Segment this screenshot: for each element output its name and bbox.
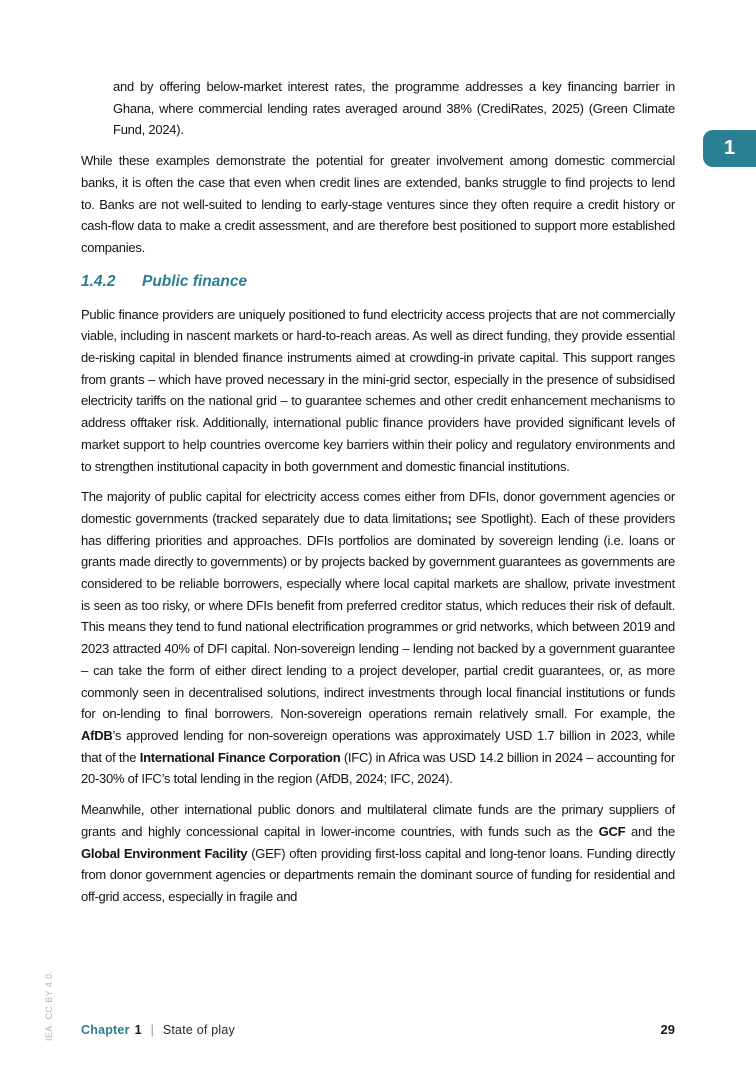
paragraph-public-finance: Public finance providers are uniquely positioned to fund electricity access projects that are not commercially viable, including in nascent markets or hard-to-reach areas. As well as direct funding, they provide essential de-risking capital in blended finance instruments aimed at crowding-in private capital. This support ranges from grants – which have proved necessary in the mini-grid sector, especially in the presence of subsidised electricity tariffs on the national grid – to guarantee schemes and other credit enhancement mechanisms to address offtaker risk. Additionally, international public finance providers have provided significant levels of market support to help countries overcome key barriers within their policy and regulatory environments and to strengthen institutional capacity in both government and domestic financial institutions. xyxy=(81,306,675,474)
chapter-tab-number: 1 xyxy=(723,137,736,159)
footer-section-name: State of play xyxy=(162,1023,235,1037)
paragraph-donors: Meanwhile, other international public donors and multilateral climate funds are the primary suppliers of grants and highly concessional capital in lower-income countries, with funds such as the GCF and the Global Environment Facility (GEF) often providing first-loss capital and long-tenor loans. Funding directly from donor government agencies or departments remain the dominant source of funding for residential and off-grid access, especially in fragile and xyxy=(81,802,675,904)
chapter-tab xyxy=(703,130,756,167)
section-title: Public finance xyxy=(142,272,248,290)
page-number: 29 xyxy=(660,1022,675,1037)
paragraph-banks: While these examples demonstrate the potential for greater involvement among domestic commercial banks, it is often the case that even when credit lines are extended, banks struggle to find projects to lend to. Banks are not well-suited to lending to early-stage ventures since they often require a credit history or cash-flow data to make a credit assessment, and are therefore best positioned to support more established companies. xyxy=(81,153,675,255)
section-number: 1.4.2 xyxy=(81,272,116,290)
copyright-side-note: IEA. CC BY 4.0. xyxy=(44,970,54,1041)
section-heading xyxy=(81,271,675,292)
paragraph-public-capital: The majority of public capital for electricity access comes either from DFIs, donor government agencies or domestic governments (tracked separately due to data limitations; see Spotlight). Each of these providers has differing priorities and approaches. DFIs portfolios are dominated by sovereign lending (i.e. loans or grants made directly to governments) or by projects backed by government guarantees as governments are considered to be reliable borrowers, especially where local capital markets are shallow, private investment is seen as too risky, or where DFIs benefit from preferred creditor status, which reduces their risk of default. This means they tend to fund national electrification programmes or grid networks, which between 2019 and 2023 attracted 40% of DFI capital. Non-sovereign lending – lending not backed by a government guarantee – can take the form of either direct lending to a project developer, partial credit guarantees, or, as more commonly seen in decentralised solutions, indirect investments through local financial institutions or funds for on-lending to final borrowers. Non-sovereign operations remain relatively small. For example, the AfDB’s approved lending for non-sovereign operations was approximately USD 1.7 billion in 2023, while that of the International Finance Corporation (IFC) in Africa was USD 14.2 billion in 2024 – accounting for 20-30% of IFC’s total lending in the region (AfDB, 2024; IFC, 2024). xyxy=(81,489,675,787)
footer-chapter-number: 1 xyxy=(134,1023,142,1037)
footer-separator: | xyxy=(150,1023,154,1037)
footer-chapter-label: Chapter xyxy=(81,1023,130,1037)
continuation-paragraph: and by offering below-market interest rates, the programme addresses a key financing barrier in Ghana, where commercial lending rates averaged around 38% (CrediRates, 2025) (Green Climate Fund, 2024). xyxy=(113,79,675,138)
page-footer xyxy=(81,1022,675,1037)
page-body xyxy=(81,76,675,917)
